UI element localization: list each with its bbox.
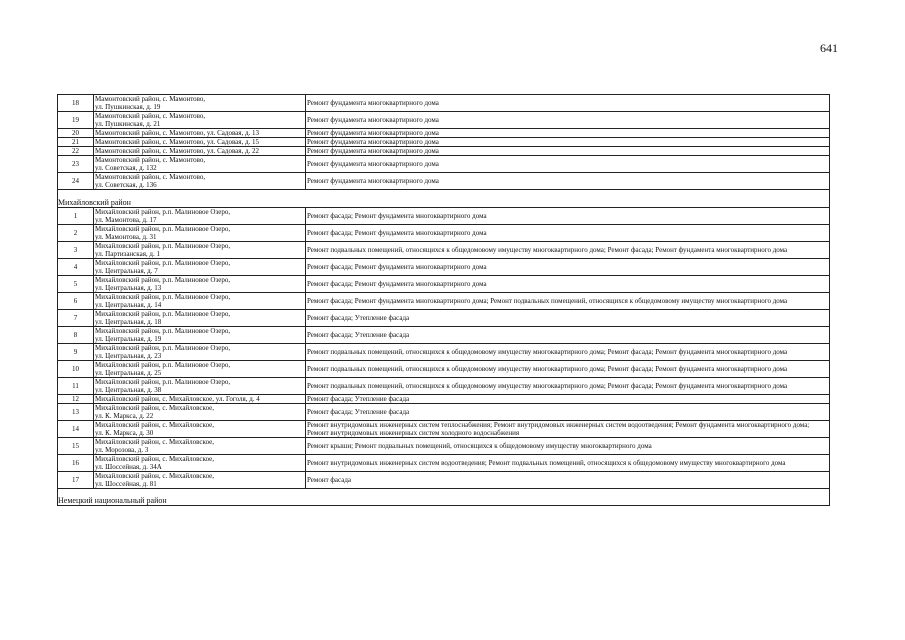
row-number: 6 (58, 292, 94, 309)
row-number: 16 (58, 454, 94, 471)
table-row (58, 112, 830, 129)
row-work: Ремонт фасада; Ремонт фундамента многоквартирного дома (306, 258, 830, 275)
table-row (58, 241, 830, 258)
row-work: Ремонт фасада (306, 471, 830, 488)
row-work: Ремонт внутридомовых инженерных систем теплоснабжения; Ремонт внутридомовых инженерных систем водоотведения; Ремонт фундамента многоквартирного дома; Ремонт внутридомовых инженерных систем холодного водоснабжения (306, 420, 830, 437)
section-title: Немецкий национальный район (58, 497, 830, 506)
row-number: 3 (58, 241, 94, 258)
row-address: Михайловский район, р.п. Малиновое Озеро, ул. Центральная, д. 18 (94, 309, 306, 326)
row-number: 22 (58, 147, 94, 156)
row-work: Ремонт фундамента многоквартирного дома (306, 147, 830, 156)
table-row (58, 343, 830, 360)
row-number: 8 (58, 326, 94, 343)
row-number: 4 (58, 258, 94, 275)
row-number: 1 (58, 207, 94, 224)
table-row (58, 173, 830, 190)
row-work: Ремонт фасада; Ремонт фундамента многоквартирного дома; Ремонт подвальных помещений, относящихся к общедомовому имуществу многоквартирного дома (306, 292, 830, 309)
row-address: Михайловский район, р.п. Малиновое Озеро, ул. Центральная, д. 19 (94, 326, 306, 343)
row-work: Ремонт фасада; Утепление фасада (306, 309, 830, 326)
row-number: 9 (58, 343, 94, 360)
table-row (58, 326, 830, 343)
row-number: 24 (58, 173, 94, 190)
section-district-2 (58, 190, 830, 208)
row-number: 20 (58, 129, 94, 138)
table-row (58, 309, 830, 326)
table-row (58, 377, 830, 394)
row-address: Михайловский район, с. Михайловское, ул. К. Маркса, д. 30 (94, 420, 306, 437)
table-row (58, 258, 830, 275)
table-row (58, 129, 830, 138)
row-number: 11 (58, 377, 94, 394)
row-address: Мамонтовский район, с. Мамонтово, ул. Садовая, д. 15 (94, 138, 306, 147)
row-work: Ремонт фасада; Ремонт фундамента многоквартирного дома (306, 224, 830, 241)
row-address: Михайловский район, р.п. Малиновое Озеро, ул. Партизанская, д. 1 (94, 241, 306, 258)
row-work: Ремонт фундамента многоквартирного дома (306, 112, 830, 129)
row-number: 17 (58, 471, 94, 488)
row-number: 14 (58, 420, 94, 437)
row-address: Михайловский район, р.п. Малиновое Озеро, ул. Центральная, д. 14 (94, 292, 306, 309)
row-address: Михайловский район, с. Михайловское, ул. Морозова, д. 3 (94, 437, 306, 454)
row-work: Ремонт внутридомовых инженерных систем водоотведения; Ремонт подвальных помещений, относящихся к общедомовому имуществу многоквартирного дома (306, 454, 830, 471)
row-address: Михайловский район, с. Михайловское, ул. Шоссейная, д. 81 (94, 471, 306, 488)
row-number: 12 (58, 394, 94, 403)
row-work: Ремонт фасада; Ремонт фундамента многоквартирного дома (306, 207, 830, 224)
table-row (58, 403, 830, 420)
row-work: Ремонт фасада; Ремонт фундамента многоквартирного дома (306, 275, 830, 292)
row-address: Михайловский район, р.п. Малиновое Озеро, ул. Центральная, д. 23 (94, 343, 306, 360)
row-number: 21 (58, 138, 94, 147)
table-row (58, 147, 830, 156)
row-number: 23 (58, 156, 94, 173)
table-row (58, 224, 830, 241)
row-number: 15 (58, 437, 94, 454)
table-row (58, 394, 830, 403)
page-number: 641 (820, 41, 838, 55)
section-district-3 (58, 488, 830, 506)
row-work: Ремонт фундамента многоквартирного дома (306, 95, 830, 112)
table-row (58, 138, 830, 147)
row-number: 18 (58, 95, 94, 112)
table-row (58, 156, 830, 173)
row-work: Ремонт фасада; Утепление фасада (306, 403, 830, 420)
row-work: Ремонт крыши; Ремонт подвальных помещений, относящихся к общедомовому имуществу многоквартирного дома (306, 437, 830, 454)
row-work: Ремонт подвальных помещений, относящихся к общедомовому имуществу многоквартирного дома; Ремонт фасада; Ремонт фундамента многоквартирного дома (306, 241, 830, 258)
row-address: Михайловский район, с. Михайловское, ул. Шоссейная, д. 34А (94, 454, 306, 471)
table-row (58, 292, 830, 309)
row-work: Ремонт подвальных помещений, относящихся к общедомовому имуществу многоквартирного дома; Ремонт фасада; Ремонт фундамента многоквартирного дома (306, 360, 830, 377)
row-number: 7 (58, 309, 94, 326)
table-row (58, 275, 830, 292)
table-body-group2 (58, 207, 830, 488)
table-row (58, 454, 830, 471)
table-row (58, 95, 830, 112)
row-address: Мамонтовский район, с. Мамонтово, ул. Советская, д. 136 (94, 173, 306, 190)
row-address: Мамонтовский район, с. Мамонтово, ул. Садовая, д. 13 (94, 129, 306, 138)
row-number: 13 (58, 403, 94, 420)
row-address: Михайловский район, р.п. Малиновое Озеро, ул. Мамонтова, д. 17 (94, 207, 306, 224)
row-work: Ремонт подвальных помещений, относящихся к общедомовому имуществу многоквартирного дома; Ремонт фасада; Ремонт фундамента многоквартирного дома (306, 377, 830, 394)
row-work: Ремонт подвальных помещений, относящихся к общедомовому имуществу многоквартирного дома; Ремонт фасада; Ремонт фундамента многоквартирного дома (306, 343, 830, 360)
repair-table (57, 94, 830, 506)
row-address: Михайловский район, р.п. Малиновое Озеро, ул. Мамонтова, д. 31 (94, 224, 306, 241)
row-work: Ремонт фундамента многоквартирного дома (306, 156, 830, 173)
row-number: 2 (58, 224, 94, 241)
row-address: Мамонтовский район, с. Мамонтово, ул. Садовая, д. 22 (94, 147, 306, 156)
row-number: 5 (58, 275, 94, 292)
table-row (58, 437, 830, 454)
table-row (58, 360, 830, 377)
row-number: 10 (58, 360, 94, 377)
table-row (58, 471, 830, 488)
row-address: Мамонтовский район, с. Мамонтово, ул. Пушкинская, д. 19 (94, 95, 306, 112)
table-row (58, 207, 830, 224)
row-address: Михайловский район, р.п. Малиновое Озеро, ул. Центральная, д. 25 (94, 360, 306, 377)
row-address: Михайловский район, р.п. Малиновое Озеро, ул. Центральная, д. 38 (94, 377, 306, 394)
row-address: Михайловский район, с. Михайловское, ул. Гоголя, д. 4 (94, 394, 306, 403)
row-address: Мамонтовский район, с. Мамонтово, ул. Советская, д. 132 (94, 156, 306, 173)
row-address: Михайловский район, р.п. Малиновое Озеро, ул. Центральная, д. 7 (94, 258, 306, 275)
row-work: Ремонт фасада; Утепление фасада (306, 394, 830, 403)
table-row (58, 420, 830, 437)
section-title: Михайловский район (58, 199, 830, 208)
table-body-group1 (58, 95, 830, 190)
row-address: Мамонтовский район, с. Мамонтово, ул. Пушкинская, д. 21 (94, 112, 306, 129)
row-work: Ремонт фундамента многоквартирного дома (306, 173, 830, 190)
row-address: Михайловский район, р.п. Малиновое Озеро, ул. Центральная, д. 13 (94, 275, 306, 292)
row-work: Ремонт фундамента многоквартирного дома (306, 129, 830, 138)
row-work: Ремонт фундамента многоквартирного дома (306, 138, 830, 147)
row-address: Михайловский район, с. Михайловское, ул. К. Маркса, д. 22 (94, 403, 306, 420)
row-work: Ремонт фасада; Утепление фасада (306, 326, 830, 343)
row-number: 19 (58, 112, 94, 129)
